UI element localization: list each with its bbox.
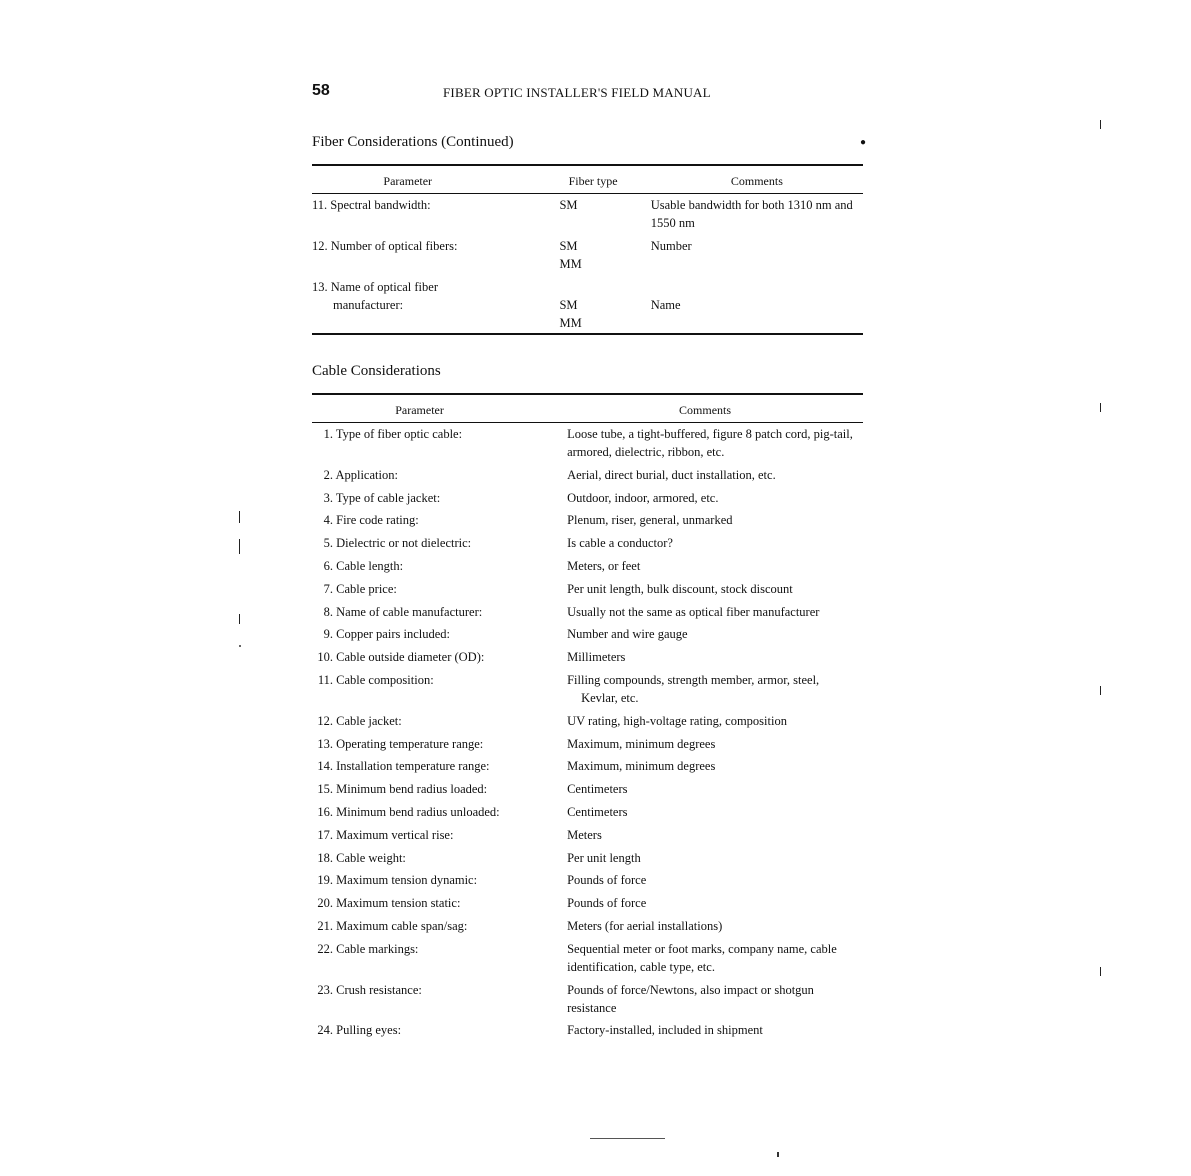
scan-margin-mark (1100, 686, 1101, 695)
column-header-parameter: Parameter (312, 165, 535, 194)
parameter-text: 11. Spectral bandwidth: (312, 198, 431, 212)
item-number: 18. (317, 850, 333, 865)
comment-cell (567, 826, 863, 849)
parameter-cell (312, 580, 567, 603)
table-row (312, 826, 863, 849)
comment-text: Millimeters (567, 650, 626, 665)
comment-text: Number (650, 239, 692, 253)
comment-cell (567, 940, 863, 981)
parameter-cell (312, 511, 567, 534)
fiber-type-cell (535, 278, 650, 334)
parameter-text-cont: manufacturer: (333, 298, 404, 312)
table-row (312, 557, 863, 580)
table-row (312, 534, 863, 557)
table-header-row (312, 165, 863, 194)
table-row (312, 489, 863, 512)
parameter-text: Minimum bend radius loaded: (336, 782, 488, 797)
item-number: 4. (323, 513, 333, 528)
fiber-considerations-table (312, 164, 863, 335)
cable-considerations-title: Cable Considerations (312, 363, 441, 379)
scan-margin-mark (1100, 967, 1101, 976)
comment-cell (567, 894, 863, 917)
parameter-cell (312, 894, 567, 917)
item-number: 13. (317, 736, 333, 751)
table-row (312, 894, 863, 917)
comment-cell (567, 735, 863, 758)
parameter-cell (312, 603, 567, 626)
comment-cell (567, 871, 863, 894)
parameter-text: Cable length: (336, 558, 404, 573)
item-number: 9. (323, 627, 333, 642)
parameter-text: Maximum cable span/sag: (336, 918, 468, 933)
scan-margin-mark (239, 645, 241, 647)
scan-footer-rule (590, 1138, 665, 1139)
table-row (312, 603, 863, 626)
fiber-considerations-title: Fiber Considerations (Continued) (312, 134, 514, 150)
parameter-cell (312, 466, 567, 489)
item-number: 8. (323, 604, 333, 619)
parameter-cell (312, 871, 567, 894)
comment-text: Pounds of force/Newtons, also impact or shotgun resistance (567, 982, 814, 1015)
comment-cell (567, 603, 863, 626)
table-row (312, 917, 863, 940)
comment-text: Meters (567, 827, 602, 842)
fiber-type-text: SM (559, 198, 578, 212)
comment-text: Per unit length, bulk discount, stock discount (567, 581, 793, 596)
item-number: 14. (317, 759, 333, 774)
comment-cell (567, 511, 863, 534)
parameter-text: 12. Number of optical fibers: (312, 239, 458, 253)
parameter-text: Cable weight: (336, 850, 406, 865)
comment-text-cont: Kevlar, etc. (581, 690, 639, 705)
comment-text: Filling compounds, strength member, armor, steel, (567, 672, 820, 687)
parameter-cell (312, 423, 567, 466)
scan-margin-mark (1100, 403, 1101, 412)
parameter-text: Type of cable jacket: (335, 490, 441, 505)
table-header-row (312, 394, 863, 423)
fiber-type-text-cont: MM (559, 316, 582, 330)
table-row (312, 849, 863, 872)
item-number: 10. (317, 650, 333, 665)
comment-cell (567, 423, 863, 466)
running-head: FIBER OPTIC INSTALLER'S FIELD MANUAL (443, 85, 711, 100)
comment-cell (567, 534, 863, 557)
item-number: 23. (317, 982, 333, 997)
parameter-cell (312, 940, 567, 981)
comment-cell (567, 849, 863, 872)
parameter-cell (312, 803, 567, 826)
comment-text: Maximum, minimum degrees (567, 736, 716, 751)
comment-cell (651, 237, 863, 278)
item-number: 21. (317, 918, 333, 933)
parameter-cell (312, 648, 567, 671)
parameter-cell (312, 237, 535, 278)
table-row (312, 757, 863, 780)
comment-cell (651, 278, 863, 334)
parameter-cell (312, 981, 567, 1022)
column-header-fiber-type: Fiber type (535, 165, 650, 194)
parameter-text: Cable jacket: (336, 713, 402, 728)
table-row (312, 712, 863, 735)
parameter-cell (312, 671, 567, 712)
comment-text: Name (650, 298, 681, 312)
comment-text: Centimeters (567, 804, 628, 819)
table-row (312, 1021, 863, 1044)
margin-bullet-mark: ● (860, 137, 867, 148)
fiber-type-cell (535, 237, 650, 278)
parameter-cell (312, 735, 567, 758)
parameter-text: Maximum tension static: (336, 896, 461, 911)
comment-text: Centimeters (567, 782, 628, 797)
parameter-text: Dielectric or not dielectric: (336, 536, 472, 551)
cable-considerations-table (312, 393, 863, 1044)
table-row (312, 580, 863, 603)
parameter-cell (312, 625, 567, 648)
scan-margin-mark (239, 614, 240, 624)
item-number: 7. (323, 581, 333, 596)
table-row (312, 278, 863, 334)
comment-text: Pounds of force (567, 896, 647, 911)
comment-text: Usable bandwidth for both 1310 nm and 1550 nm (650, 198, 853, 230)
table-row (312, 466, 863, 489)
parameter-text: Copper pairs included: (336, 627, 450, 642)
table-row (312, 671, 863, 712)
scan-margin-mark (777, 1152, 779, 1157)
comment-text: Loose tube, a tight-buffered, figure 8 patch cord, pig-tail, armored, dielectric, ribbon, etc. (567, 427, 853, 459)
comment-cell (567, 580, 863, 603)
scan-margin-mark (239, 511, 240, 523)
comment-cell (567, 671, 863, 712)
parameter-text: Fire code rating: (336, 513, 419, 528)
parameter-text: Maximum tension dynamic: (336, 873, 478, 888)
parameter-cell (312, 917, 567, 940)
item-number: 11. (317, 672, 333, 687)
item-number: 1. (323, 427, 333, 441)
fiber-type-text: SM (559, 298, 578, 312)
item-number: 16. (317, 804, 333, 819)
comment-cell (567, 712, 863, 735)
parameter-cell (312, 194, 535, 238)
comment-text: UV rating, high-voltage rating, composition (567, 713, 787, 728)
item-number: 3. (323, 490, 333, 505)
comment-cell (567, 803, 863, 826)
parameter-text: Type of fiber optic cable: (335, 427, 463, 441)
comment-cell (567, 757, 863, 780)
item-number: 2. (323, 467, 333, 482)
table-row (312, 237, 863, 278)
parameter-text: Cable composition: (336, 672, 434, 687)
table-row (312, 940, 863, 981)
parameter-cell (312, 1021, 567, 1044)
comment-cell (567, 981, 863, 1022)
fiber-type-cell (535, 194, 650, 238)
item-number: 17. (317, 827, 333, 842)
parameter-cell (312, 557, 567, 580)
comment-text: Is cable a conductor? (567, 536, 673, 551)
table-row (312, 981, 863, 1022)
scan-margin-mark (1100, 120, 1101, 129)
item-number: 15. (317, 782, 333, 797)
table-row (312, 780, 863, 803)
comment-text: Sequential meter or foot marks, company name, cable identification, cable type, etc. (567, 941, 837, 974)
comment-cell (567, 1021, 863, 1044)
item-number: 19. (317, 873, 333, 888)
table-row (312, 423, 863, 466)
table-row (312, 511, 863, 534)
comment-text: Number and wire gauge (567, 627, 688, 642)
column-header-comments: Comments (651, 165, 863, 194)
item-number: 5. (323, 536, 333, 551)
comment-text: Factory-installed, included in shipment (567, 1023, 763, 1038)
fiber-type-text: SM (559, 239, 578, 253)
parameter-text: Pulling eyes: (336, 1023, 402, 1038)
parameter-text: Operating temperature range: (336, 736, 484, 751)
page-number: 58 (312, 82, 330, 99)
comment-cell (567, 625, 863, 648)
comment-cell (567, 489, 863, 512)
table-row (312, 194, 863, 238)
parameter-text: Minimum bend radius unloaded: (336, 804, 500, 819)
comment-cell (567, 780, 863, 803)
parameter-cell (312, 826, 567, 849)
parameter-text: Crush resistance: (336, 982, 422, 997)
comment-text: Maximum, minimum degrees (567, 759, 716, 774)
fiber-type-text-cont: MM (559, 257, 582, 271)
parameter-cell (312, 780, 567, 803)
parameter-text: Installation temperature range: (336, 759, 490, 774)
column-header-parameter: Parameter (312, 394, 567, 423)
item-number: 22. (317, 941, 333, 956)
comment-text: Aerial, direct burial, duct installation, etc. (567, 467, 776, 482)
column-header-comments: Comments (567, 394, 863, 423)
comment-text: Meters, or feet (567, 558, 641, 573)
comment-cell (567, 917, 863, 940)
item-number: 12. (317, 713, 333, 728)
comment-cell (651, 194, 863, 238)
item-number: 24. (317, 1023, 333, 1038)
parameter-text: Name of cable manufacturer: (336, 604, 483, 619)
table-row (312, 625, 863, 648)
parameter-text: Maximum vertical rise: (336, 827, 454, 842)
comment-cell (567, 648, 863, 671)
table-row (312, 735, 863, 758)
comment-text: Outdoor, indoor, armored, etc. (567, 490, 719, 505)
parameter-text: Application: (335, 467, 398, 482)
item-number: 20. (317, 896, 333, 911)
scan-margin-mark (239, 539, 240, 554)
table-row (312, 871, 863, 894)
parameter-cell (312, 712, 567, 735)
table-row (312, 648, 863, 671)
comment-text: Per unit length (567, 850, 641, 865)
parameter-cell (312, 278, 535, 334)
comment-text: Usually not the same as optical fiber manufacturer (567, 604, 820, 619)
parameter-cell (312, 534, 567, 557)
parameter-text: Cable markings: (336, 941, 419, 956)
parameter-text: 13. Name of optical fiber (312, 280, 438, 294)
table-row (312, 803, 863, 826)
parameter-cell (312, 757, 567, 780)
comment-cell (567, 557, 863, 580)
parameter-text: Cable price: (336, 581, 397, 596)
comment-text: Meters (for aerial installations) (567, 918, 723, 933)
comment-text: Plenum, riser, general, unmarked (567, 513, 733, 528)
comment-text: Pounds of force (567, 873, 647, 888)
comment-cell (567, 466, 863, 489)
item-number: 6. (323, 558, 333, 573)
parameter-cell (312, 849, 567, 872)
parameter-text: Cable outside diameter (OD): (336, 650, 485, 665)
parameter-cell (312, 489, 567, 512)
